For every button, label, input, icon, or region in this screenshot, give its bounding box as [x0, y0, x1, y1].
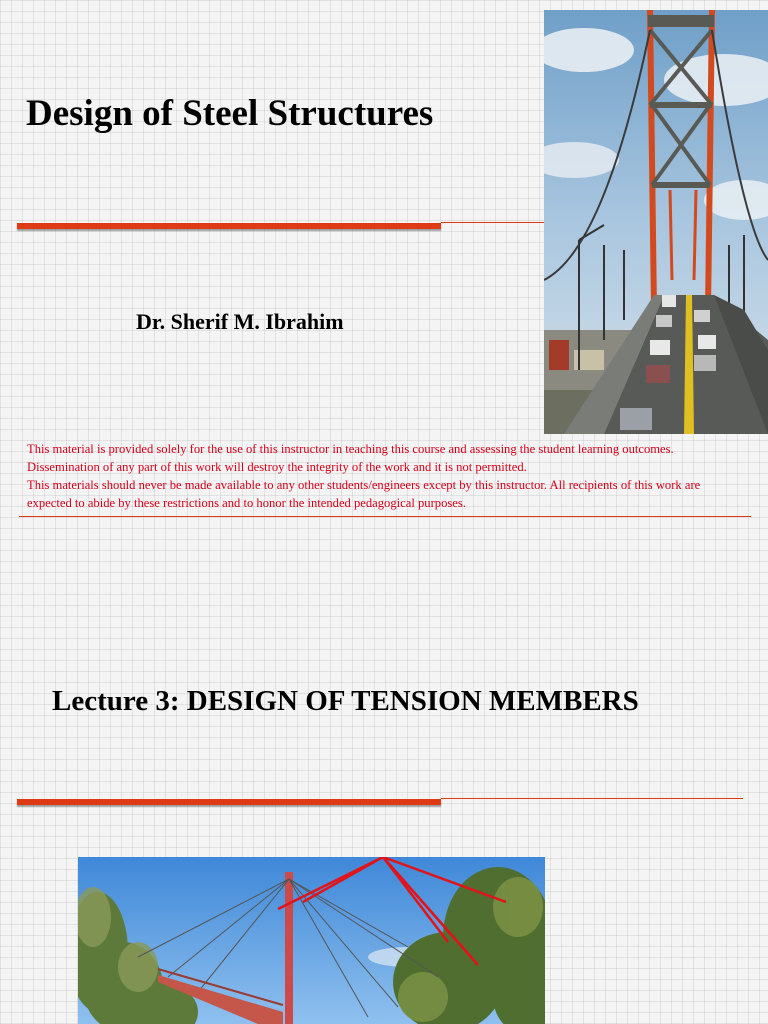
slide-title: Design of Steel Structures	[26, 93, 434, 134]
author-name: Dr. Sherif M. Ibrahim	[136, 309, 344, 334]
usage-notice	[27, 440, 747, 512]
title-underline-thick	[17, 223, 441, 229]
cable-stayed-bridge-photo	[78, 857, 545, 1024]
notice-underline	[19, 516, 751, 517]
usage-notice-line-1: This material is provided solely for the use of this instructor in teaching this course and assessing the student learning outcomes. Dissemination of any part of this work will destroy the integrity of the work and it is not permitted.	[27, 442, 674, 474]
suspension-bridge-photo	[544, 10, 768, 434]
usage-notice-line-2: This materials should never be made available to any other students/engineers except by this instructor. All recipients of this work are expected to abide by these restrictions and to honor the intended pedagogical purposes.	[27, 478, 701, 510]
lecture-underline-thin	[441, 798, 743, 799]
title-underline-thin	[441, 222, 545, 223]
lecture-underline-thick	[17, 799, 441, 805]
lecture-title: Lecture 3: DESIGN OF TENSION MEMBERS	[52, 685, 639, 717]
